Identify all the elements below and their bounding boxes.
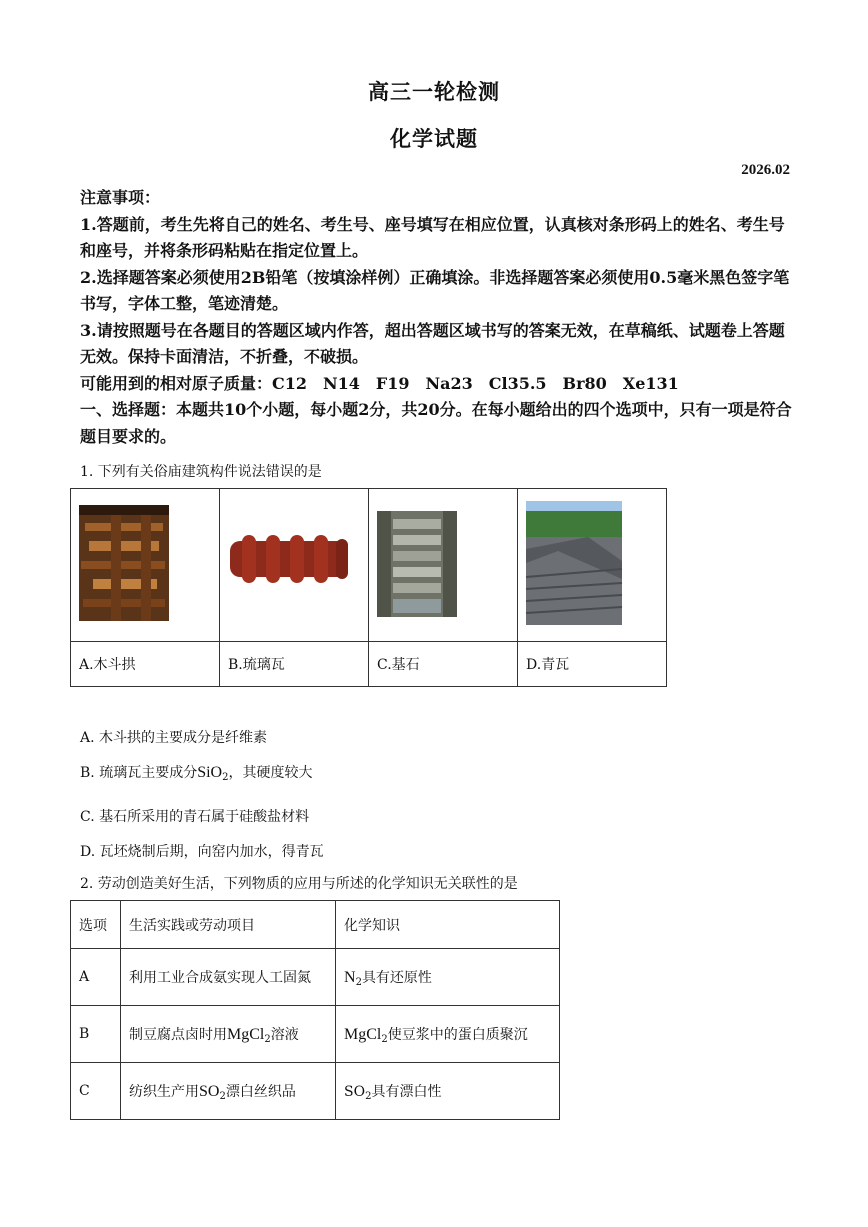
row-b-knowledge-text: 使豆浆中的蛋白质聚沉	[387, 1026, 528, 1043]
header-knowledge: 化学知识	[336, 901, 560, 949]
row-a-knowledge	[336, 949, 560, 1006]
question-1-stem: 1. 下列有关俗庙建筑构件说法错误的是	[80, 464, 322, 480]
glazed-tile-image	[220, 489, 368, 637]
header-option: 选项	[71, 901, 121, 949]
row-c-option: C	[71, 1063, 121, 1120]
row-c-knowledge-text: 具有漂白性	[371, 1083, 442, 1100]
question-2-table	[70, 900, 560, 1120]
table-row	[71, 1063, 560, 1120]
notice-item-1: 1.答题前，考生先将自己的姓名、考生号、座号填写在相应位置，认真核对条形码上的姓名、考生号和座号，并将条形码粘贴在指定位置上。	[80, 214, 785, 260]
formula-subscript: 2	[222, 772, 229, 783]
formula-n2: N	[344, 968, 356, 986]
exam-subject: 化学试题	[390, 126, 478, 151]
row-c-practice-post: 漂白丝织品	[225, 1083, 296, 1100]
formula-subscript: 2	[219, 1090, 226, 1102]
notice-item-3: 3.请按照题号在各题目的答题区域内作答，超出答题区域书写的答案无效，在草稿纸、试题卷上答题无效。保持卡面清洁，不折叠，不破损。	[80, 320, 785, 366]
row-b-option: B	[71, 1006, 121, 1063]
atomic-masses: 可能用到的相对原子质量：C12 N14 F19 Na23 Cl35.5 Br80 Xe131	[80, 373, 679, 393]
section-1-instructions: 一、选择题：本题共10个小题，每小题2分，共20分。在每小题给出的四个选项中，只有一项是符合题目要求的。	[80, 400, 792, 446]
formula-mgcl2: MgCl	[344, 1025, 382, 1043]
row-a-option: A	[71, 949, 121, 1006]
table-row	[71, 1006, 560, 1063]
row-a-knowledge-text: 具有还原性	[361, 969, 432, 986]
question-1-image-table	[70, 488, 667, 687]
grey-tile-roof-image	[518, 489, 666, 637]
image-label-c: C.基石	[369, 642, 518, 687]
notice-heading: 注意事项：	[80, 188, 161, 207]
row-c-practice	[121, 1063, 336, 1120]
image-label-d: D.青瓦	[518, 642, 667, 687]
table-row	[71, 949, 560, 1006]
row-a-practice: 利用工业合成氨实现人工固氮	[121, 949, 336, 1006]
formula-subscript: 2	[264, 1033, 271, 1045]
image-cell-b	[220, 489, 369, 642]
formula-mgcl2: MgCl	[227, 1025, 265, 1043]
image-label-a: A.木斗拱	[71, 642, 220, 687]
question-1-option-a: A. 木斗拱的主要成分是纤维素	[80, 730, 268, 746]
row-b-practice-pre: 制豆腐点卤时用	[129, 1026, 227, 1043]
header-practice: 生活实践或劳动项目	[121, 901, 336, 949]
wooden-bracket-image	[71, 489, 219, 637]
question-1-option-c: C. 基石所采用的青石属于硅酸盐材料	[80, 809, 310, 825]
option-b-text-post: ，其硬度较大	[228, 765, 313, 781]
row-c-knowledge	[336, 1063, 560, 1120]
exam-date: 2026.02	[741, 162, 790, 178]
row-c-practice-pre: 纺织生产用	[129, 1083, 199, 1100]
formula-sio2: SiO	[197, 764, 223, 781]
row-b-knowledge	[336, 1006, 560, 1063]
formula-subscript: 2	[381, 1033, 388, 1045]
formula-subscript: 2	[355, 976, 362, 988]
image-label-b: B.琉璃瓦	[220, 642, 369, 687]
image-cell-a	[71, 489, 220, 642]
notice-item-2: 2.选择题答案必须使用2B铅笔（按填涂样例）正确填涂。非选择题答案必须使用0.5毫米黑色签字笔书写，字体工整，笔迹清楚。	[80, 267, 790, 313]
row-b-practice	[121, 1006, 336, 1063]
image-cell-c	[369, 489, 518, 642]
formula-so2: SO	[344, 1083, 366, 1100]
image-cell-d	[518, 489, 667, 642]
question-1-option-d: D. 瓦坯烧制后期，向窑内加水，得青瓦	[80, 844, 324, 860]
question-2-stem: 2. 劳动创造美好生活，下列物质的应用与所述的化学知识无关联性的是	[80, 876, 518, 892]
option-b-text-pre: B. 琉璃瓦主要成分	[80, 765, 198, 781]
formula-so2: SO	[199, 1082, 220, 1100]
foundation-stone-image	[369, 489, 517, 637]
row-b-practice-post: 溶液	[270, 1026, 299, 1043]
question-1-option-b	[80, 762, 312, 783]
exam-title: 高三一轮检测	[368, 79, 500, 104]
notice-block	[80, 185, 792, 450]
formula-subscript: 2	[365, 1090, 372, 1102]
